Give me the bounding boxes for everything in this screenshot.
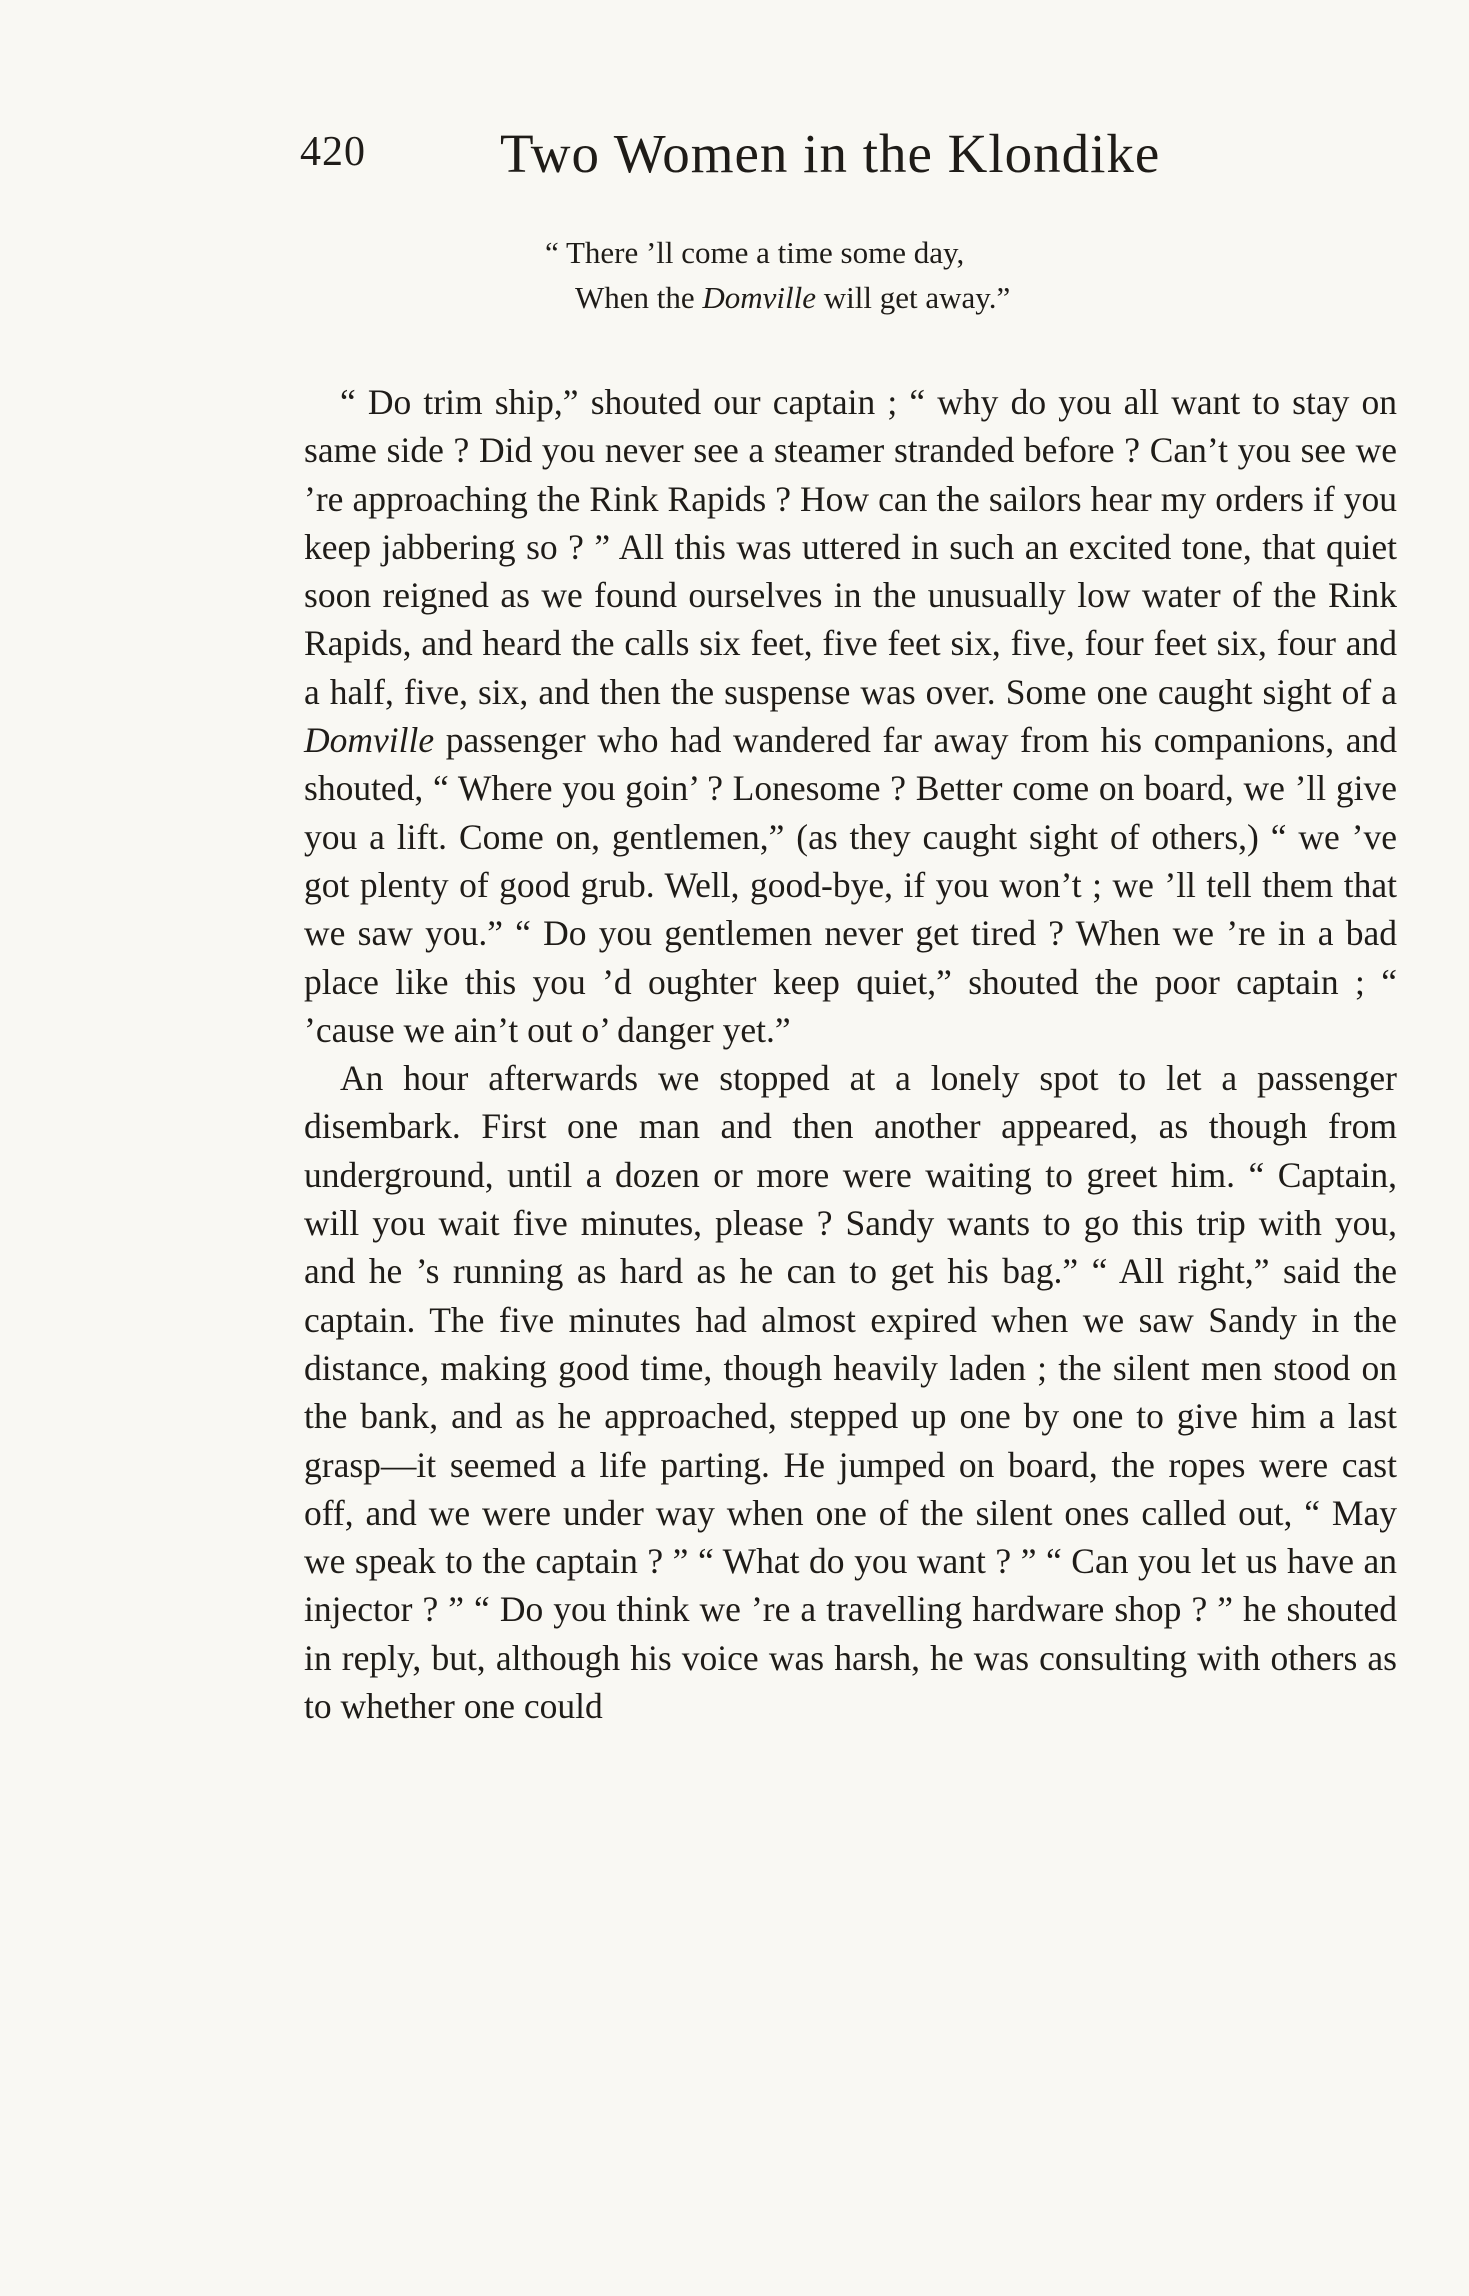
paragraph-2: An hour afterwards we stopped at a lonely spot to let a passenger disembark. First one man and then another appeared, as though from underground, until a dozen or more were waiting to greet him. “ Captain, will you wait five minutes, please ? Sandy wants to go this trip with you, and he ’s running as hard as he can to get his bag.” “ All right,” said the captain. The five minutes had almost expired when we saw Sandy in the distance, making good time, though heavily laden ; the silent men stood on the bank, and as he approached, stepped up one by one to give him a last grasp—it seemed a life parting. He jumped on board, the ropes were cast off, and we were under way when one of the silent ones called out, “ May we speak to the captain ? ” “ What do you want ? ” “ Can you let us have an injector ? ” “ Do you think we ’re a travelling hardware shop ? ” he shouted in reply, but, although his voice was harsh, he was consulting with others as to whether one could [304, 1058, 1397, 1727]
verse-line-2-start: When the [575, 280, 703, 315]
page-header [300, 122, 1240, 192]
running-title: Two Women in the Klondike [500, 123, 1161, 184]
paragraph-1-part-1: “ Do trim ship,” shouted our captain ; “ why do you all want to stay on same side ? Did you never see a steamer stranded before ? Can’t you see we ’re approaching the Rink Rapids ? How can the sailors hear my orders if you keep jabbering so ? ” All this was uttered in such an excited tone, that quiet soon reigned as we found ourselves in the unusually low water of the Rink Rapids, and heard the calls six feet, five feet six, five, four feet six, four and a half, five, six, and then the suspense was over. Some one caught sight of a [304, 382, 1397, 712]
verse-line-1: “ There ’ll come a time some day, [545, 235, 965, 270]
page-number: 420 [300, 129, 366, 175]
body-text [304, 378, 1397, 1730]
verse-line-2-end: will get away.” [816, 280, 1011, 315]
verse-epigraph [545, 230, 1245, 320]
paragraph-1-part-2: passenger who had wandered far away from his companions, and shouted, “ Where you goin’ ? Lonesome ? Better come on board, we ’ll give you a lift. Come on, gentlemen,” (as they caught sight of others,) “ we ’ve got plenty of good grub. Well, good-bye, if you won’t ; we ’ll tell them that we saw you.” “ Do you gentlemen never get tired ? When we ’re in a bad place like this you ’d oughter keep quiet,” shouted the poor captain ; “ ’cause we ain’t out o’ danger yet.” [304, 720, 1397, 1050]
paragraph-1-ship-name: Domville [304, 720, 435, 761]
verse-line-2 [545, 275, 1245, 320]
paragraph-1 [304, 378, 1397, 1054]
verse-ship-name: Domville [702, 280, 817, 315]
